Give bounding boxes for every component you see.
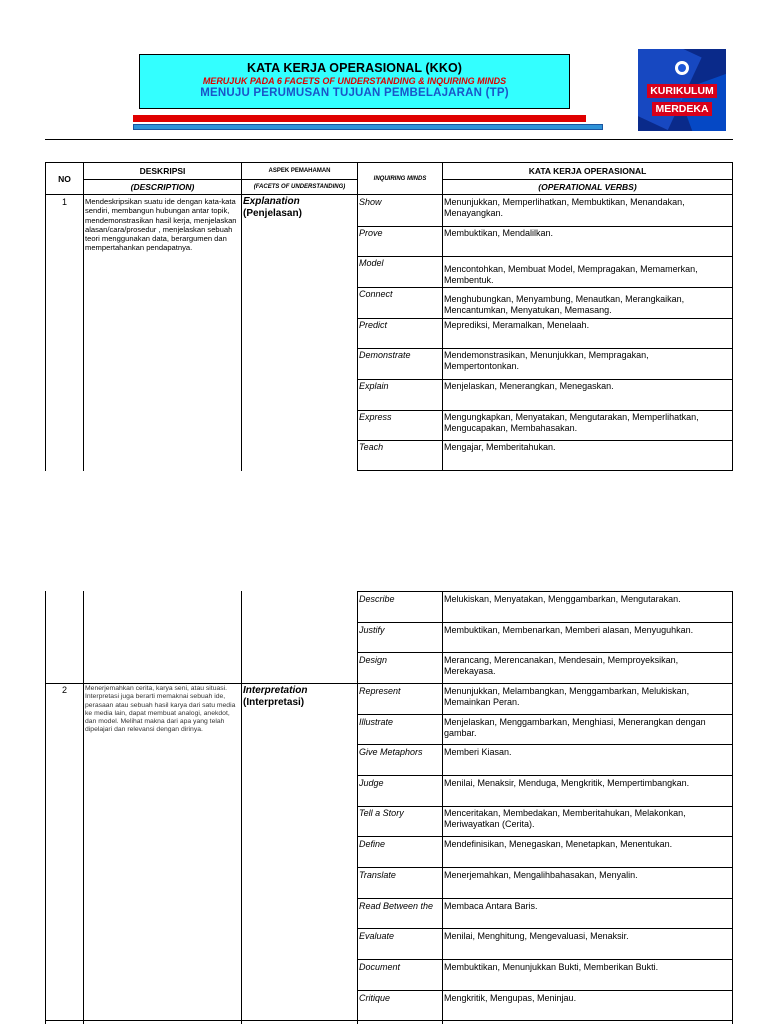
mind-express: Express xyxy=(359,412,392,422)
mind-demonstrate: Demonstrate xyxy=(359,350,411,360)
mind-critique: Critique xyxy=(359,993,391,1003)
verbs-document: Membuktikan, Menunjukkan Bukti, Memberikan Bukti. xyxy=(444,962,659,972)
mind-tell-a-story: Tell a Story xyxy=(359,808,404,818)
row-1-description: Mendeskripsikan suatu ide dengan kata-kata sendiri, membangun hubungan antar topik, mendemonstrasikan hasil kerja, menjelaskan alasan/cara/prosedur , menjelaskan sebuah teori menggunakan data, berargumen dan mempertahankan pendapatnya. xyxy=(85,197,237,253)
verbs-express: Mengungkapkan, Menyatakan, Mengutarakan, Memperlihatkan, Mengucapakan, Membahasakan. xyxy=(444,412,699,433)
verbs-predict: Meprediksi, Meramalkan, Menelaah. xyxy=(444,320,590,330)
verbs-define: Mendefinisikan, Menegaskan, Menetapkan, Menentukan. xyxy=(444,839,673,849)
header-no: NO xyxy=(45,162,84,195)
document-title: KATA KERJA OPERASIONAL (KKO) xyxy=(246,61,463,75)
mind-model: Model xyxy=(359,258,384,268)
logo-text-1: KURIKULUM xyxy=(647,84,717,98)
kurikulum-merdeka-logo xyxy=(638,49,726,131)
verbs-design: Merancang, Merencanakan, Mendesain, Memproyeksikan, Merekayasa. xyxy=(444,655,679,676)
row-2-number: 2 xyxy=(62,685,68,695)
mind-describe: Describe xyxy=(359,594,395,604)
red-divider-bar xyxy=(133,115,586,122)
verbs-describe: Melukiskan, Menyatakan, Menggambarkan, Mengutarakan. xyxy=(444,594,681,604)
blue-divider-bar xyxy=(133,124,603,130)
verbs-read-between-the: Membaca Antara Baris. xyxy=(444,901,538,911)
mind-predict: Predict xyxy=(359,320,388,330)
verbs-explain: Menjelaskan, Menerangkan, Menegaskan. xyxy=(444,381,614,391)
row-1-aspect-id: (Penjelasan) xyxy=(243,208,302,219)
verbs-demonstrate: Mendemonstrasikan, Menunjukkan, Mempragakan, Mempertontonkan. xyxy=(444,350,649,371)
horizontal-rule xyxy=(45,139,733,140)
verbs-judge: Menilai, Menaksir, Menduga, Mengkritik, Mempertimbangkan. xyxy=(444,778,690,788)
mind-justify: Justify xyxy=(359,625,385,635)
title-box xyxy=(139,54,570,109)
header-description-en: (DESCRIPTION) xyxy=(83,179,242,195)
logo-text-2: MERDEKA xyxy=(652,102,712,116)
header-kko-en: (OPERATIONAL VERBS) xyxy=(442,179,733,195)
row-2-aspect-id: (Interpretasi) xyxy=(243,697,305,708)
verbs-give-metaphors: Memberi Kiasan. xyxy=(444,747,512,757)
row-2-aspect: Interpretation xyxy=(243,685,308,696)
verbs-translate: Menerjemahkan, Mengalihbahasakan, Menyalin. xyxy=(444,870,638,880)
row-1-aspect: Explanation xyxy=(243,196,300,207)
mind-show: Show xyxy=(359,197,382,207)
document-subtitle: MERUJUK PADA 6 FACETS OF UNDERSTANDING & INQUIRING MINDS xyxy=(202,76,507,86)
mind-read-between-the: Read Between the xyxy=(359,901,434,911)
header-inquiring-minds: INQUIRING MINDS xyxy=(357,162,443,195)
row-1-number: 1 xyxy=(62,197,68,207)
verbs-prove: Membuktikan, Mendalilkan. xyxy=(444,228,554,238)
mind-explain: Explain xyxy=(359,381,389,391)
verbs-justify: Membuktikan, Membenarkan, Memberi alasan, Menyuguhkan. xyxy=(444,625,694,635)
mind-design: Design xyxy=(359,655,388,665)
document-subtitle-2: MENUJU PERUMUSAN TUJUAN PEMBELAJARAN (TP) xyxy=(200,87,509,99)
mind-teach: Teach xyxy=(359,442,384,452)
verbs-connect: Menghubungkan, Menyambung, Menautkan, Merangkaikan, Mencantumkan, Menyatukan, Memasang. xyxy=(444,294,685,315)
mind-connect: Connect xyxy=(359,289,393,299)
header-aspect-en: (FACETS OF UNDERSTANDING) xyxy=(241,179,358,195)
verbs-evaluate: Menilai, Menghitung, Mengevaluasi, Menaksir. xyxy=(444,931,629,941)
row-2-description: Menerjemahkan cerita, karya seni, atau situasi. Interpretasi juga berarti memaknai sebuah ide, perasaan atau sebuah hasil karya dari satu media ke media lain, dapat membuat analogi, anekdot, dan model. Melihat makna dari apa yang telah dipelajari dan relevansi dengan dirinya. xyxy=(85,685,236,734)
mind-illustrate: Illustrate xyxy=(359,717,394,727)
header-description: DESKRIPSI xyxy=(83,162,242,180)
mind-define: Define xyxy=(359,839,386,849)
verbs-show: Menunjukkan, Memperlihatkan, Membuktikan, Menandakan, Menayangkan. xyxy=(444,197,685,218)
mind-evaluate: Evaluate xyxy=(359,931,395,941)
header-aspect: ASPEK PEMAHAMAN xyxy=(241,162,358,180)
mind-document: Document xyxy=(359,962,401,972)
verbs-critique: Mengkritik, Mengupas, Meninjau. xyxy=(444,993,577,1003)
verbs-represent: Menunjukkan, Melambangkan, Menggambarkan, Melukiskan, Memainkan Peran. xyxy=(444,686,690,707)
verbs-teach: Mengajar, Memberitahukan. xyxy=(444,442,556,452)
mind-represent: Represent xyxy=(359,686,401,696)
mind-give-metaphors: Give Metaphors xyxy=(359,747,423,757)
mind-judge: Judge xyxy=(359,778,384,788)
mind-translate: Translate xyxy=(359,870,396,880)
verbs-model: Mencontohkan, Membuat Model, Mempragakan, Memamerkan, Membentuk. xyxy=(444,264,698,285)
verbs-tell-a-story: Menceritakan, Membedakan, Memberitahukan, Melakonkan, Meriwayatkan (Cerita). xyxy=(444,808,686,829)
mind-prove: Prove xyxy=(359,228,383,238)
header-kko: KATA KERJA OPERASIONAL xyxy=(442,162,733,180)
verbs-illustrate: Menjelaskan, Menggambarkan, Menghiasi, Menerangkan dengan gambar. xyxy=(444,717,706,738)
